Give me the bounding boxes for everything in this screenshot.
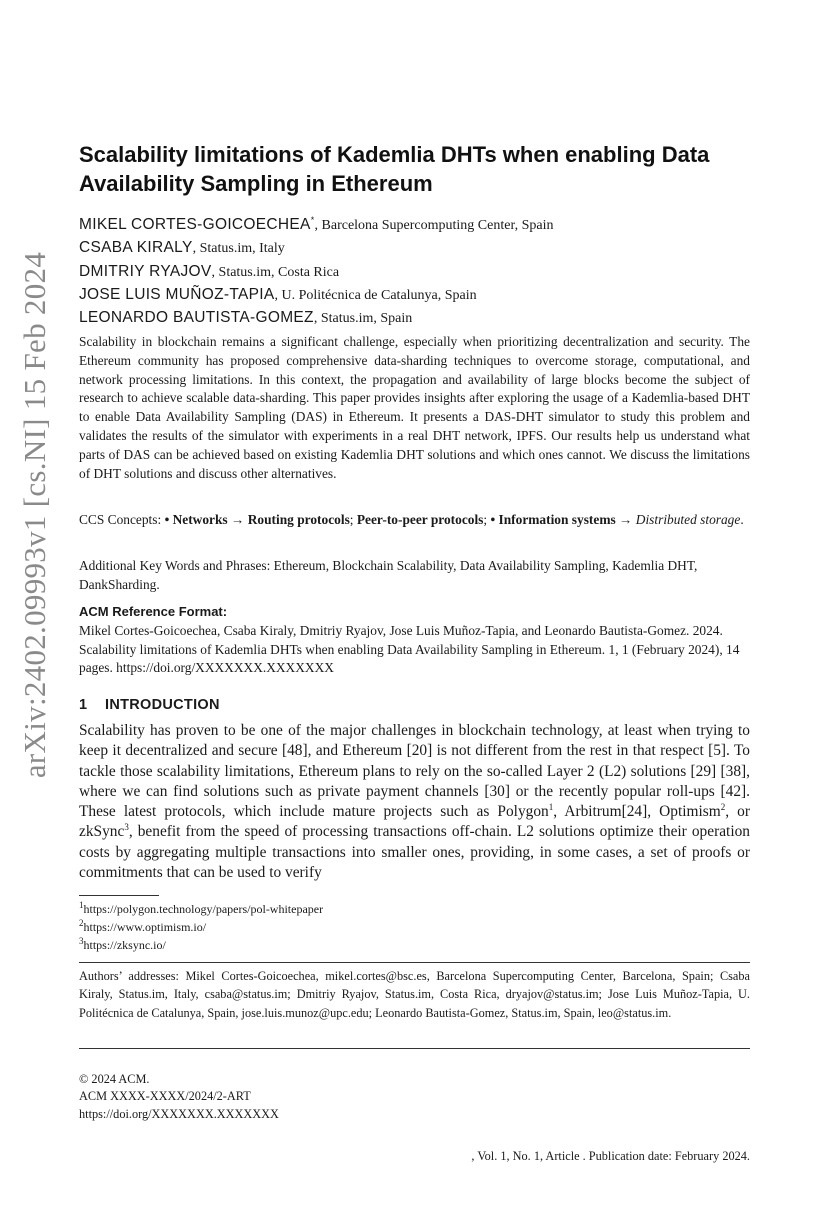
footnote-link[interactable]: https://zksync.io/	[83, 938, 166, 953]
author-name: DMITRIY RYAJOV	[79, 262, 212, 280]
keywords: Additional Key Words and Phrases: Ethereum, Blockchain Scalability, Data Availability Sampling, Kademlia DHT, DankSharding.	[79, 558, 698, 592]
copyright-block	[79, 1071, 750, 1123]
section-heading	[79, 697, 750, 713]
footnote: $^3$https://zksync.io/	[79, 936, 166, 953]
author-affiliation: , Status.im, Italy	[192, 241, 285, 257]
author-name: CSABA KIRALY	[79, 239, 193, 257]
author-entry	[79, 284, 750, 307]
footnote-marker: 1	[548, 802, 554, 813]
section-title: INTRODUCTION	[105, 697, 220, 713]
footnote-link[interactable]: https://polygon.technology/papers/pol-whitepaper	[83, 902, 324, 916]
author-name: JOSE LUIS MUÑOZ-TAPIA	[79, 285, 275, 303]
acm-identifier: ACM XXXX-XXXX/2024/2-ART	[79, 1089, 251, 1104]
footnote: $^1$https://polygon.technology/papers/pol-whitepaper	[79, 900, 324, 916]
footnote-marker: 3	[124, 822, 129, 833]
author-name: LEONARDO BAUTISTA-GOMEZ	[79, 309, 314, 327]
ccs-concepts: CCS Concepts: • Networks → Routing protocols; Peer-to-peer protocols; • Information systems → Distributed storage.	[79, 512, 744, 527]
author-affiliation: , Status.im, Costa Rica	[211, 264, 340, 280]
introduction-paragraph: Scalability has proven to be one of the major challenges in blockchain technology, at least when trying to keep it decentralized and secure [48], and Ethereum [20] is not different from the rest in that respect [5]. To tackle those scalability limitations, Ethereum plans to rely on the so-called Layer 2 (L2) solutions [29] [38], where we can find solutions such as private payment channels [30] or the recently popular roll-ups [42]. These latest protocols, which include mature projects such as Polygon$^1$, Arbitrum[24], Optimism$^2$, or zkSync$^3$, benefit from the speed of processing transactions off-chain. L2 solutions optimize their operation costs by aggregating multiple transactions into smaller ones, providing, in some cases, a set of proofs or commitments that can be used to verify	[79, 722, 750, 882]
copyright-divider	[79, 1048, 750, 1049]
footnote-divider	[79, 895, 159, 896]
arxiv-identifier: arXiv:2402.09993v1 [cs.NI] 15 Feb 2024	[17, 251, 52, 779]
footnotes	[79, 900, 750, 955]
footnote: $^2$https://www.optimism.io/	[79, 918, 207, 935]
author-affiliation: , Status.im, Spain	[313, 311, 413, 327]
addresses-divider	[79, 962, 750, 963]
abstract: Scalability in blockchain remains a significant challenge, especially when prioritizing decentralization and security. The Ethereum community has proposed comprehensive data-sharding techniques to overcome storage, computational, and network processing limitations. In this context, the propagation and availability of large blocks become the subject of research to achieve scalable data-sharding. This paper provides insights after exploring the usage of a Kademlia-based DHT to enable Data Availability Sampling (DAS) in Ethereum. It presents a DAS-DHT simulator to study this problem and validates the results of the simulator with experiments in a real DHT network, IPFS. Our results help us understand what parts of DAS can be achieved based on existing Kademlia DHT solutions and which ones cannot. We discuss the limitations of DHT solutions and discuss other alternatives.	[79, 334, 750, 481]
footnote-link[interactable]: https://www.optimism.io/	[83, 920, 207, 935]
author-entry	[79, 237, 750, 260]
author-affiliation: , U. Politécnica de Catalunya, Spain	[274, 287, 477, 303]
author-entry	[79, 307, 750, 330]
author-entry	[79, 214, 750, 237]
copyright-line: © 2024 ACM.	[79, 1072, 150, 1086]
authors-addresses: Authors’ addresses: Mikel Cortes-Goicoechea, mikel.cortes@bsc.es, Barcelona Supercomputing Center, Barcelona, Spain; Csaba Kiraly, Status.im, Italy, csaba@status.im; Dmitriy Ryajov, Status.im, Costa Rica, dryajov@status.im; Jose Luis Muñoz-Tapia, U. Politécnica de Catalunya, Spain, jose.luis.munoz@upc.edu; Leonardo Bautista-Gomez, Status.im, Spain, leo@status.im.	[79, 969, 750, 1020]
footnote-marker: 2	[720, 802, 726, 813]
acm-reference-heading: ACM Reference Format:	[79, 604, 228, 619]
doi-link[interactable]: https://doi.org/XXXXXXX.XXXXXXX	[79, 1106, 279, 1121]
publication-footer: , Vol. 1, No. 1, Article . Publication date: February 2024.	[471, 1149, 750, 1163]
paper-title: Scalability limitations of Kademlia DHTs when enabling Data Availability Sampling in Ethereum	[79, 142, 710, 196]
author-name: MIKEL CORTES-GOICOECHEA*	[79, 214, 315, 233]
section-number: 1	[79, 697, 88, 713]
author-affiliation: , Barcelona Supercomputing Center, Spain	[314, 218, 554, 233]
arxiv-sidebar	[10, 245, 60, 785]
author-entry	[79, 261, 750, 284]
acm-reference-format	[79, 603, 750, 678]
acm-reference-text: Mikel Cortes-Goicoechea, Csaba Kiraly, Dmitriy Ryajov, Jose Luis Muñoz-Tapia, and Leonardo Bautista-Gomez. 2024. Scalability limitations of Kademlia DHTs when enabling Data Availability Sampling in Ethereum. 1, 1 (February 2024), 14 pages. https://doi.org/XXXXXXX.XXXXXXX	[79, 622, 740, 676]
author-list	[79, 214, 750, 330]
